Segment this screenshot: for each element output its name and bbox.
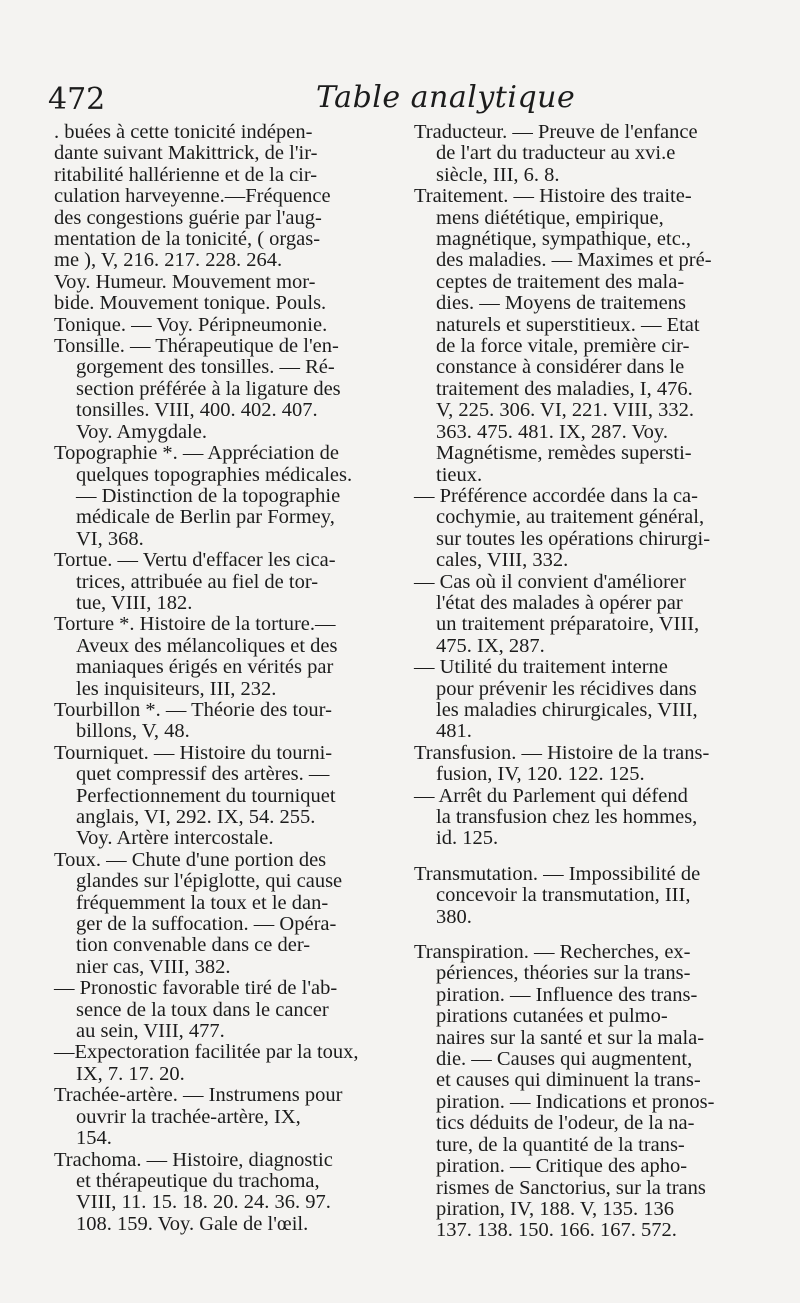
index-entry-line: Magnétisme, remèdes supersti- [436,442,692,465]
index-entry [414,864,770,928]
index-column-left [54,122,398,1235]
index-entry-line: IX, 7. 17. 20. [76,1062,185,1085]
index-entry-line: Aveux des mélancoliques et des [76,634,338,657]
index-entry-line: — Pronostic favorable tiré de l'ab- [54,977,338,1000]
index-entry-line: me ), V, 216. 217. 228. 264. [54,249,283,272]
index-entry-line: naires sur la santé et sur la mala- [436,1026,705,1049]
index-entry-line: et thérapeutique du trachoma, [76,1169,320,1192]
index-entry [414,486,770,572]
index-entry-line: 380. [436,905,472,928]
index-entry-line: quelques topographies médicales. [76,463,353,486]
index-entry-line: tieux. [436,463,483,486]
index-entry-line: médicale de Berlin par Formey, [76,506,335,529]
index-entry-line: tonsilles. VIII, 400. 402. 407. [76,399,318,422]
index-entry-line: — Préférence accordée dans la ca- [414,484,698,507]
page-header [48,78,760,122]
index-entry-line: 108. 159. Voy. Gale de l'œil. [76,1212,309,1235]
index-entry-line: les maladies chirurgicales, VIII, [436,698,698,721]
index-entry-line: l'état des malades à opérer par [436,591,683,614]
index-entry-line: mentation de la tonicité, ( orgas- [54,228,321,251]
index-entry [414,122,770,186]
index-entry [54,743,398,850]
index-entry-line: section préférée à la ligature des [76,377,341,400]
index-entry-line: sence de la toux dans le cancer [76,998,329,1021]
index-entry-line: culation harveyenne.—Fréquence [54,185,331,208]
index-entry-line: anglais, VI, 292. IX, 54. 255. [76,806,316,828]
index-entry-line: pour prévenir les récidives dans [436,677,697,700]
index-entry-line: mens diététique, empirique, [436,206,664,229]
index-entry [54,700,398,743]
index-entry-line: — Distinction de la topographie [76,484,341,507]
index-entry-line: Voy. Artère intercostale. [76,827,274,850]
page-number: 472 [48,82,106,117]
index-entry-line: piration. — Indications et pronos- [436,1090,715,1113]
index-entry-line: billons, V, 48. [76,720,190,743]
index-entry-line: gorgement des tonsilles. — Ré- [76,356,335,379]
index-entry-line: Trachée-artère. — Instrumens pour [54,1084,343,1107]
index-entry-line: périences, théories sur la trans- [436,962,691,985]
index-entry-line: 481. [436,720,472,743]
index-entry [414,572,770,658]
index-entry [54,1150,398,1236]
index-entry-line: cochymie, au traitement général, [436,506,705,529]
index-entry-line: un traitement préparatoire, VIII, [436,613,700,636]
index-entry-line: Tonsille. — Thérapeutique de l'en- [54,335,339,358]
index-entry-line: VI, 368. [76,527,144,550]
index-column-right [414,122,770,1242]
index-entry-line: fusion, IV, 120. 122. 125. [436,763,645,786]
index-entry-line: sur toutes les opérations chirurgi- [436,527,711,550]
index-entry [54,122,398,315]
index-entry-line: des maladies. — Maximes et pré- [436,249,712,272]
index-entry-line: Tourniquet. — Histoire du tourni- [54,741,333,764]
index-entry-line: tics déduits de l'odeur, de la na- [436,1112,695,1135]
index-entry [414,657,770,743]
index-entry-line: VIII, 11. 15. 18. 20. 24. 36. 97. [76,1191,331,1214]
index-entry [54,550,398,614]
index-entry-line: Tortue. — Vertu d'effacer les cica- [54,549,336,572]
index-entry [54,1085,398,1149]
index-entry-line: Perfectionnement du tourniquet [76,784,336,807]
index-entry-line: ouvrir la trachée-artère, IX, [76,1105,301,1128]
index-entry-line: pirations cutanées et pulmo- [436,1005,668,1028]
index-entry [54,1042,398,1085]
index-entry-line: les inquisiteurs, III, 232. [76,677,277,700]
index-entry-line: Topographie *. — Appréciation de [54,442,339,465]
index-entry-line: dies. — Moyens de traitemens [436,292,686,315]
index-entry-line: id. 125. [436,827,499,850]
index-entry-line: bide. Mouvement tonique. Pouls. [54,292,327,315]
index-entry [414,942,770,1242]
index-entry-line: tion convenable dans ce der- [76,934,311,957]
index-entry-line: magnétique, sympathique, etc., [436,228,692,251]
index-entry-line: — Arrêt du Parlement qui défend [414,784,688,807]
index-entry-line: Transpiration. — Recherches, ex- [414,941,691,964]
index-entry-line: Torture *. Histoire de la torture.— [54,613,336,636]
index-entry [54,443,398,550]
index-entry-line: dante suivant Makittrick, de l'ir- [54,142,318,165]
index-entry [414,743,770,786]
index-entry [54,850,398,978]
index-entry [54,336,398,443]
index-entry-line: nier cas, VIII, 382. [76,955,231,978]
index-entry-line: concevoir la transmutation, III, [436,884,691,907]
index-entry-line: ceptes de traitement des mala- [436,270,685,293]
index-entry-line: au sein, VIII, 477. [76,1020,225,1043]
index-entry [414,786,770,850]
index-entry [54,614,398,700]
index-entry-line: maniaques érigés en vérités par [76,656,334,679]
index-entry-line: Trachoma. — Histoire, diagnostic [54,1148,333,1171]
index-entry-line: tue, VIII, 182. [76,591,193,614]
index-entry-line: Transfusion. — Histoire de la trans- [414,741,710,764]
index-entry-line: Tonique. — Voy. Péripneumonie. [54,313,328,336]
index-entry-line: V, 225. 306. VI, 221. VIII, 332. [436,399,694,422]
index-entry-line: fréquemment la toux et le dan- [76,891,329,914]
index-entry-line: 137. 138. 150. 166. 167. 572. [436,1219,677,1242]
index-entry-line: ture, de la quantité de la trans- [436,1133,685,1156]
index-entry-line: naturels et superstitieux. — Etat [436,313,700,336]
index-entry-line: des congestions guérie par l'aug- [54,206,322,229]
index-entry-line: Voy. Amygdale. [76,420,207,443]
index-entry-line: piration, IV, 188. V, 135. 136 [436,1197,675,1220]
index-entry-line: 475. IX, 287. [436,634,545,657]
index-entry [414,186,770,486]
index-entry-line: de l'art du traducteur au xvi.e [436,142,676,165]
index-entry-line: ger de la suffocation. — Opéra- [76,913,337,936]
index-entry-line: —Expectoration facilitée par la toux, [54,1041,359,1064]
index-entry-line: de la force vitale, première cir- [436,335,690,358]
index-entry-line: . buées à cette tonicité indépen- [54,121,313,143]
index-entry-line: piration. — Critique des apho- [436,1155,688,1178]
index-entry-line: traitement des maladies, I, 476. [436,377,693,400]
index-entry-line: Toux. — Chute d'une portion des [54,848,327,871]
index-entry [54,978,398,1042]
index-entry-line: trices, attribuée au fiel de tor- [76,570,319,593]
index-entry-line: quet compressif des artères. — [76,763,330,786]
index-entry-line: constance à considérer dans le [436,356,685,379]
index-entry-line: glandes sur l'épiglotte, qui cause [76,870,343,893]
index-entry-line: cales, VIII, 332. [436,549,569,572]
index-entry-line: — Utilité du traitement interne [414,656,668,679]
index-entry-line: Traducteur. — Preuve de l'enfance [414,121,698,143]
index-entry-line: Traitement. — Histoire des traite- [414,185,692,208]
index-entry [54,315,398,336]
index-entry-line: et causes qui diminuent la trans- [436,1069,701,1092]
index-entry-line: 154. [76,1127,112,1150]
index-entry-line: piration. — Influence des trans- [436,983,698,1006]
index-entry-line: Transmutation. — Impossibilité de [414,862,701,885]
index-entry-line: 363. 475. 481. IX, 287. Voy. [436,420,668,443]
running-title: Table analytique [316,80,576,115]
index-entry-line: Tourbillon *. — Théorie des tour- [54,698,332,721]
index-entry-line: Voy. Humeur. Mouvement mor- [54,270,316,293]
index-entry-line: ritabilité hallérienne et de la cir- [54,163,318,186]
index-entry-line: — Cas où il convient d'améliorer [414,570,686,593]
index-entry-line: die. — Causes qui augmentent, [436,1048,693,1071]
index-entry-line: la transfusion chez les hommes, [436,806,698,828]
index-entry-line: rismes de Sanctorius, sur la trans [436,1176,706,1199]
index-entry-line: siècle, III, 6. 8. [436,163,560,186]
